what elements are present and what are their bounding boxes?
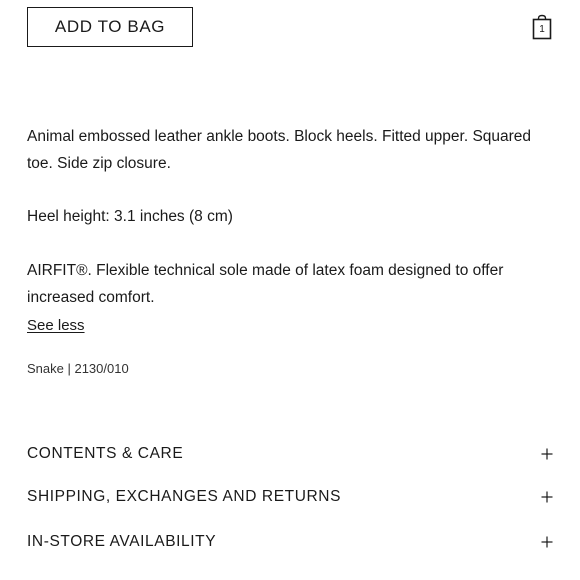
add-to-bag-button[interactable]: ADD TO BAG <box>27 7 193 47</box>
heel-height-text: Heel height: 3.1 inches (8 cm) <box>27 208 233 225</box>
sole-description-text: AIRFIT®. Flexible technical sole made of latex foam designed to offer increased comfort. <box>27 262 504 306</box>
plus-icon[interactable] <box>541 491 553 503</box>
plus-icon[interactable] <box>541 448 553 460</box>
accordion-label: SHIPPING, EXCHANGES AND RETURNS <box>27 488 342 505</box>
plus-icon[interactable] <box>541 536 553 548</box>
accordion-in-store-availability[interactable] <box>27 530 553 554</box>
accordion-label: CONTENTS & CARE <box>27 445 184 462</box>
shopping-bag-button[interactable] <box>531 14 553 42</box>
bag-item-count: 1 <box>539 24 545 35</box>
color-reference: Snake | 2130/010 <box>27 361 129 376</box>
accordion-contents-care[interactable] <box>27 442 553 466</box>
description-paragraph: Animal embossed leather ankle boots. Block heels. Fitted upper. Squared toe. Side zip closure. <box>27 128 532 172</box>
see-less-link[interactable]: See less <box>27 317 85 334</box>
accordion-shipping-returns[interactable] <box>27 485 553 509</box>
accordion-label: IN-STORE AVAILABILITY <box>27 533 217 550</box>
